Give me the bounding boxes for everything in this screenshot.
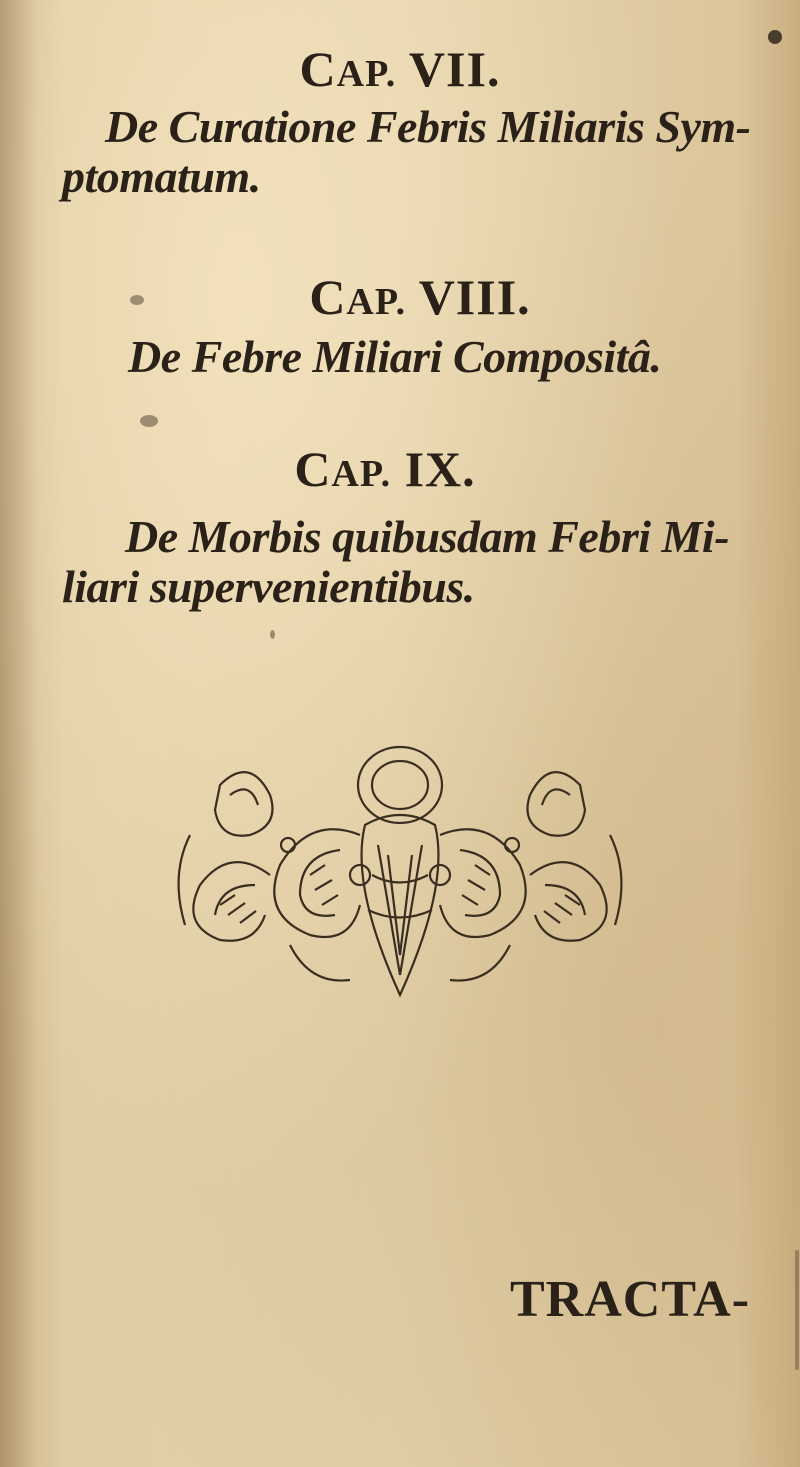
chapter-title-vii-line2: ptomatum. — [62, 151, 261, 202]
chapter-heading-vii: CAP. VII. — [299, 41, 501, 97]
page-gutter-shadow — [0, 0, 38, 1467]
floral-tailpiece-ornament-icon — [160, 725, 640, 1015]
chapter-heading-ix: CAP. IX. — [294, 441, 476, 497]
edge-mark — [795, 1250, 799, 1370]
chapter-title-vii-line1: De Curatione Febris Miliaris Sym- — [105, 101, 751, 152]
chapter-heading-viii: CAP. VIII. — [309, 269, 531, 325]
ink-speck — [270, 630, 275, 639]
ink-speck — [140, 415, 158, 427]
chapter-title-ix-line2: liari supervenientibus. — [62, 561, 475, 612]
catchword: TRACTA- — [510, 1271, 751, 1328]
chapter-title-viii-line1: De Febre Miliari Compositâ. — [128, 331, 662, 382]
chapter-title-ix-line1: De Morbis quibusdam Febri Mi- — [125, 511, 730, 562]
